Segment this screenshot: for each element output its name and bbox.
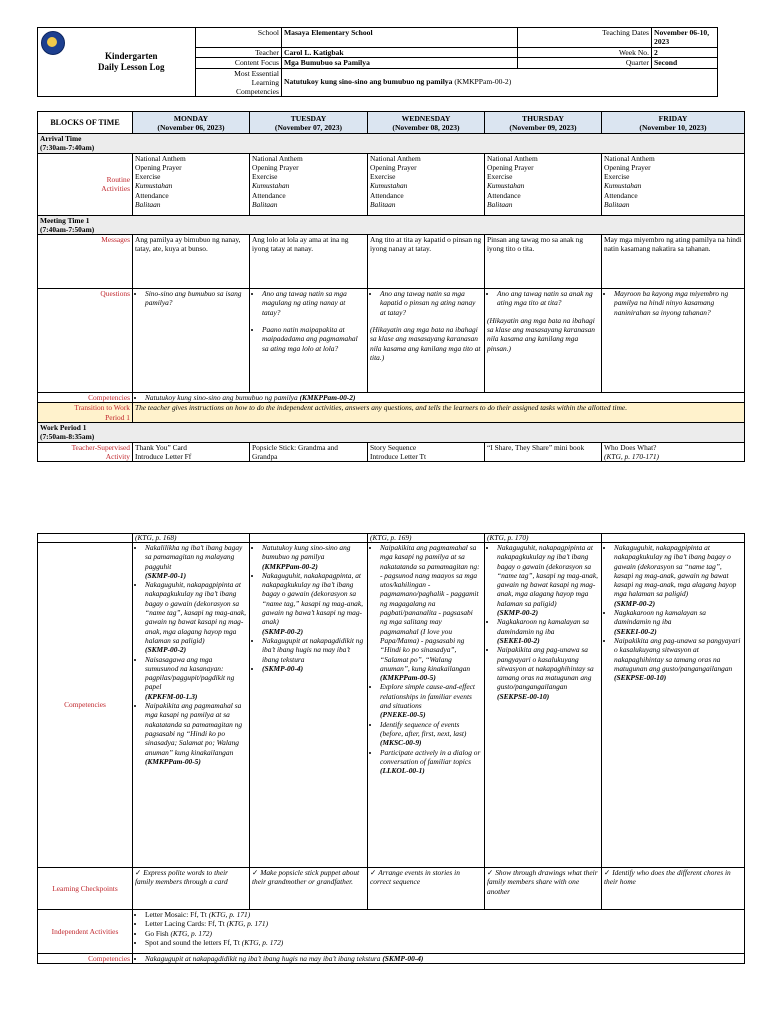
transition-text: The teacher gives instructions on how to do the independent activities, answers any questions, and tells the learners to do their assigned tasks within the allotted time. [133, 403, 745, 423]
routine-item: Attendance [604, 190, 638, 200]
ref-label-blank [38, 534, 133, 543]
arrival-time-section [38, 134, 745, 154]
question-item: • Paano natin maipapakita at maipadadama ang pagmamahal sa ating mga lolo at lola? [262, 325, 365, 353]
competency-text: Naipakikita ang pag-unawa sa pangyayari o kasalukuyang sitwasyon at nakapaghihintay sa tamang oras na matugunan ang gusto/pangangailangan [614, 635, 741, 673]
mel-label-line-3: Competencies [235, 86, 279, 96]
competency-code: (MKSC-00-9) [380, 738, 422, 748]
independent-item [145, 938, 742, 947]
day-name: FRIDAY [658, 113, 688, 123]
routine-item: Kumustahan [604, 181, 642, 191]
competency-text: Nagkakaroon ng kamalayan sa damindamin ng iba [497, 617, 589, 636]
independent-list [135, 910, 742, 947]
competency-text: Nakaguguhit, nakapagpipinta at nakapagkukulay ng iba’t ibang bagay o gawain (dekorasyon sa “name tag”, kasapi ng mag-anak, gawain ng bawat kasapi ng mag-anak, mga alagang hayop mga halaman sa paligid) [145, 580, 247, 645]
quarter-value: Second [652, 58, 718, 68]
mel-text: Natutukoy kung sino-sino ang bumubuo ng pamilya [284, 77, 453, 87]
dates-value: November 06-10, 2023 [652, 28, 718, 48]
school-value: Masaya Elementary School [282, 28, 518, 48]
routine-item: Exercise [370, 172, 396, 182]
routine-item: National Anthem [252, 153, 303, 163]
message-thursday: Pinsan ang tawag mo sa anak ng iyong tito o tita. [485, 235, 602, 289]
day-header-wednesday [368, 112, 485, 134]
routine-item: Exercise [252, 172, 278, 182]
ktg-ref-wednesday: (KTG, p. 169) [368, 534, 485, 543]
competency-code: (SEKEI-00-2) [614, 626, 657, 636]
routine-cell [250, 153, 368, 215]
question-friday [602, 289, 745, 393]
ktg-ref-monday: (KTG, p. 168) [133, 534, 250, 543]
routine-item: Opening Prayer [370, 162, 417, 172]
competency-text: Nakaguguhit, nakapagpipinta at nakapagkukulay ng iba’t ibang bagay o gawain (dekorasyon sa “name tag”, kasapi ng mag-anak, gawain ng bawat kasapi ng mag-anak, mga alagang hayop mga halaman sa paligid) [497, 543, 599, 608]
competency-item [262, 636, 365, 664]
question-item: • Ano ang tawag natin sa mga kapatid o pinsan ng ating nanay at tatay? [380, 289, 482, 317]
competency-text: Naipakikita ang pagmamahal sa mga kasapi ng pamilya at sa nakatatanda sa pamamagitan ng pagsasabi ng “Hindi ko po sinasadya; Salamat po; Walang anuman” kung kinakailangan [145, 701, 243, 757]
teacher-supervised-label [38, 442, 133, 462]
competencies-label-2: Competencies [38, 543, 133, 868]
routine-item: Attendance [487, 190, 521, 200]
routine-item: Opening Prayer [487, 162, 534, 172]
independent-text: Spot and sound the letters Ff, Tt [145, 937, 242, 947]
competency-item [497, 543, 599, 617]
independent-text: Letter Mosaic: Ff, Tt [145, 910, 209, 919]
message-friday: May mga miyembro ng ating pamilya na hindi natin kasamang nakatira sa tahanan. [602, 235, 745, 289]
blocks-of-time-header: BLOCKS OF TIME [38, 112, 133, 134]
day-header-monday [133, 112, 250, 134]
checkpoint-text: Express polite words to their family members through a card [135, 868, 229, 887]
mel-label [196, 68, 282, 96]
competency-item [380, 682, 482, 719]
week-value: 2 [652, 47, 718, 57]
transition-label-line-1: Transition to Work [74, 403, 130, 413]
messages-label: Messages [38, 235, 133, 289]
competency-item [380, 720, 482, 748]
day-date: (November 08, 2023) [392, 122, 460, 132]
routine-item: Exercise [487, 172, 513, 182]
mel-label-line-2: Learning [251, 77, 279, 87]
lesson-table-1 [37, 111, 745, 462]
routine-item: National Anthem [135, 153, 186, 163]
competency-code: (KMKPPam-00-2) [299, 393, 356, 403]
independent-ref: (KTG, p. 172) [170, 928, 212, 938]
independent-item [145, 910, 742, 919]
day-name: MONDAY [173, 113, 209, 123]
tsa-wednesday [368, 442, 485, 462]
question-tuesday [250, 289, 368, 393]
tsa-line: Story Sequence [370, 442, 417, 452]
message-monday: Ang pamilya ay bimubuo ng nanay, tatay, ate, kuya at bunso. [133, 235, 250, 289]
competency-code: (SEKPSE-00-10) [614, 673, 667, 683]
deped-seal-icon [41, 31, 65, 55]
checkpoint-friday [602, 868, 745, 910]
tsa-tuesday: Popsicle Stick: Grandma and Grandpa [250, 442, 368, 462]
checkpoint-text: Arrange events in stories in correct sequence [370, 868, 460, 887]
independent-label: Independent Activities [38, 910, 133, 954]
competency-text: Naipakikita ang pagmamahal sa mga kasapi ng pamilya at sa nakatatanda sa pamamagitan ng: - pagsunod nang maayos sa mga utos/kahilingan - pagmamano/paghalik - paggamit ng magagalang na pagbati/pananalita - pagsasabi ng mga salitang may pagmamahal (I love you Papa/Mama) - pagsasabi ng “Hindi ko po sinasadya”, “Salamat po”, “Walang anuman”, kung kinakailangan [380, 543, 480, 673]
question-item: • Mayroon ba kayong mga miyembro ng pamilya na hindi ninyo kasamang naninirahan sa inyong tahanan? [614, 289, 742, 317]
routine-item: Attendance [252, 190, 286, 200]
title-line-2: Daily Lesson Log [97, 61, 165, 72]
day-name: WEDNESDAY [401, 113, 451, 123]
competency-text: Nakaguguhit, nakakapagpinta, at nakapagkukulay ng iba’t ibang bagay o gawain (dekorasyon sa “name tag,” kasapi ng mag-anak, gawain ng bawa’t kasapi ng mag-anak) [262, 570, 364, 627]
checkpoint-wednesday [368, 868, 485, 910]
competencies-value [133, 393, 745, 403]
transition-label-line-2: Period 1 [105, 412, 130, 422]
competency-code: • (SKMP-00-4) [262, 663, 304, 673]
day-date: (November 07, 2023) [274, 122, 343, 132]
meeting-time: (7:40am-7:50am) [40, 224, 95, 234]
competency-item [262, 543, 365, 571]
title-line-1: Kindergarten [105, 51, 158, 62]
work-title: Work Period 1 [40, 423, 87, 433]
arrival-time: (7:30am-7:40am) [40, 143, 95, 153]
competencies-friday [602, 543, 745, 868]
question-note: (Hikayatin ang mga bata na ibahagi sa klase ang masasayang karanasan nila kasama ang kanilang mga pinsan.) [487, 315, 595, 353]
competency-item [145, 655, 247, 701]
competencies-thursday [485, 543, 602, 868]
question-wednesday [368, 289, 485, 393]
competency-text: Nagkakaroon ng kamalayan sa damindamin ng iba [614, 608, 706, 627]
tsa-line: Introduce Letter Ff [135, 451, 192, 461]
tsa-line: Who Does What? [604, 442, 657, 452]
routine-item: National Anthem [604, 153, 655, 163]
tsa-friday [602, 442, 745, 462]
competency-list [604, 543, 742, 682]
routine-item: Kumustahan [135, 181, 173, 191]
routine-item: Attendance [135, 190, 169, 200]
routine-item: Kumustahan [487, 181, 525, 191]
tsa-line: (KTG, p. 170-171) [604, 451, 660, 461]
competency-item [380, 543, 482, 682]
competency-code: (SKMP-00-2) [145, 645, 187, 655]
mel-code: (KMKPPam-00-2) [454, 77, 512, 87]
competency-code: (SEKPSE-00-10) [497, 691, 550, 701]
header-table [37, 27, 718, 97]
teacher-value: Carol L. Katigbak [282, 47, 518, 57]
competency-item [497, 617, 599, 645]
dates-label: Teaching Dates [518, 28, 652, 48]
routine-item: Kumustahan [252, 181, 290, 191]
independent-text: Letter Lacing Cards: Ff, Tt [145, 919, 227, 929]
tsa-line: Thank You” Card [135, 442, 187, 452]
routine-item: Kumustahan [370, 181, 408, 191]
checkpoint-text: Show through drawings what their family members share with one another [487, 868, 598, 896]
routine-item: Attendance [370, 190, 404, 200]
competencies-wednesday [368, 543, 485, 868]
competency-code: (SEKEI-00-2) [497, 635, 540, 645]
mel-value [282, 68, 718, 96]
independent-text: Go Fish [145, 928, 171, 938]
check-icon: ✓ [135, 868, 142, 877]
competency-item [145, 543, 247, 580]
competencies-last [133, 954, 745, 964]
competency-text: Participate actively in a dialog or conversation of familiar topics [380, 747, 481, 766]
routine-label-line-2: Activities [101, 184, 130, 194]
transition-label [38, 403, 133, 423]
competency-item [614, 636, 742, 682]
question-item: • Sino-sino ang bumubuo sa isang pamilya? [145, 289, 247, 308]
competency-code: (LLKOL-00-1) [380, 766, 425, 776]
competency-code: (PNEKE-00-5) [380, 710, 426, 720]
checkpoint-monday [133, 868, 250, 910]
independent-ref: (KTG, p. 171) [208, 910, 251, 919]
routine-item: Opening Prayer [252, 162, 299, 172]
competency-text: Nakagugupit at nakapagdidikit ng iba’t ibang hugis na may iba’t ibang tekstura [262, 635, 364, 664]
competency-text: Naipakikita ang pag-unawa sa pangyayari o kasalukuyang sitwasyon at nakapaghihintay sa tamang oras na matugunan ang gusto/pangangailangan [497, 645, 594, 692]
meeting-title: Meeting Time 1 [40, 215, 90, 225]
tsa-label-line-1: Teacher-Supervised [71, 442, 130, 452]
question-note: (Hikayatin ang mga bata na ibahagi sa klase ang masasayang karanasan nila kasama ang kanilang mga tito at tita.) [370, 325, 481, 362]
work-period-section [38, 423, 745, 443]
content-label: Content Focus [196, 58, 282, 68]
tsa-line: Introduce Letter Tt [370, 451, 427, 461]
competency-code: (KMKPPam-00-5) [380, 673, 436, 683]
checkpoint-thursday [485, 868, 602, 910]
questions-label: Questions [38, 289, 133, 393]
message-tuesday: Ang lolo at lola ay ama at ina ng iyong tatay at nanay. [250, 235, 368, 289]
routine-label-line-1: Routine [106, 174, 130, 184]
question-item: • Ano ang tawag natin sa anak ng ating mga tito at tita? [497, 289, 599, 308]
independent-item [145, 919, 742, 928]
competency-item [262, 571, 365, 636]
day-date: (November 10, 2023) [639, 122, 707, 132]
competency-list [370, 543, 482, 775]
competency-text: Natutukoy kung sino-sino ang bumubuo ng pamilya [262, 543, 351, 562]
routine-item: National Anthem [370, 153, 421, 163]
routine-label [38, 153, 133, 215]
competency-text: Identify sequence of events (before, after, first, next, last) [380, 719, 467, 738]
message-wednesday: Ang tito at tita ay kapatid o pinsan ng iyong nanay at tatay. [368, 235, 485, 289]
ktg-ref-tuesday [250, 534, 368, 543]
quarter-label: Quarter [518, 58, 652, 68]
question-item: • Ano ang tawag natin sa mga magulang ng ating nanay at tatay? [262, 289, 365, 317]
competency-item [145, 393, 742, 402]
competency-item [380, 748, 482, 776]
routine-item: Balitaan [370, 200, 396, 210]
routine-cell [602, 153, 745, 215]
competency-text: Nakagugupit at nakapagdidikit ng iba’t ibang hugis na may iba’t ibang tekstura [145, 954, 381, 963]
competency-item [145, 580, 247, 654]
meeting-time-section [38, 215, 745, 235]
tsa-thursday: “I Share, They Share” mini book [485, 442, 602, 462]
checkpoints-label: Learning Checkpoints [38, 868, 133, 910]
week-label: Week No. [518, 47, 652, 57]
competency-code: (KPKFM-00-1.3) [145, 691, 198, 701]
day-name: TUESDAY [290, 113, 327, 123]
competency-code: (SKMP-00-2) [614, 598, 656, 608]
question-thursday [485, 289, 602, 393]
competency-list [487, 543, 599, 701]
checkpoint-text: Identify who does the different chores in their home [604, 868, 731, 887]
ktg-ref-thursday: (KTG, p. 170) [485, 534, 602, 543]
lesson-table-2 [37, 533, 745, 964]
routine-item: Opening Prayer [135, 162, 182, 172]
day-header-friday [602, 112, 745, 134]
arrival-title: Arrival Time [40, 134, 82, 143]
competency-item [145, 954, 742, 963]
competency-text: Natutukoy kung sino-sino ang bumubuo ng pamilya [145, 393, 298, 403]
checkpoint-tuesday [250, 868, 368, 910]
competency-text: Nakalilikha ng iba’t ibang bagay sa pamamagitan ng malayang pagguhit [145, 543, 243, 571]
competency-item [145, 701, 247, 766]
independent-ref: (KTG, p. 172) [241, 937, 284, 947]
competency-text: Explore simple cause-and-effect relationships in familiar events and situations [380, 682, 475, 711]
content-value: Mga Bumubuo sa Pamilya [282, 58, 518, 68]
independent-ref: (KTG, p. 171) [226, 919, 269, 929]
check-icon: ✓ [370, 868, 377, 877]
routine-item: Balitaan [252, 200, 278, 210]
routine-item: Exercise [604, 172, 630, 182]
tsa-monday [133, 442, 250, 462]
competencies-label-3: Competencies [38, 954, 133, 964]
competency-text: Nakaguguhit, nakapagpipinta at nakapagkukulay ng iba’t ibang bagay o gawain (dekorasyon sa “name tag”, kasapi ng mag-anak, gawain ng bawat kasapi ng mag-anak, mga alagang hayop mga halaman sa paligid) [614, 543, 737, 599]
competency-item [614, 608, 742, 636]
competency-code: (SKMP-00-2) [262, 626, 304, 636]
question-monday [133, 289, 250, 393]
competency-code: (KMKPPam-00-5) [145, 756, 201, 766]
routine-item: Balitaan [487, 200, 513, 210]
check-icon: ✓ [487, 868, 494, 877]
competency-item [262, 664, 365, 673]
routine-item: Balitaan [604, 200, 630, 210]
checkpoint-text: Make popsicle stick puppet about their grandmother or grandfather. [252, 868, 360, 887]
title-cell [68, 28, 196, 97]
routine-item: Opening Prayer [604, 162, 651, 172]
routine-item: National Anthem [487, 153, 538, 163]
independent-activities [133, 910, 745, 954]
routine-item: Balitaan [135, 200, 161, 210]
routine-cell [485, 153, 602, 215]
routine-item: Exercise [135, 172, 161, 182]
logo-cell [38, 28, 68, 97]
day-name: THURSDAY [522, 113, 564, 123]
competencies-label: Competencies [38, 393, 133, 403]
competency-code: (SKMP-00-2) [497, 608, 539, 618]
competencies-tuesday [250, 543, 368, 868]
day-header-thursday [485, 112, 602, 134]
day-header-tuesday [250, 112, 368, 134]
independent-item [145, 929, 742, 938]
teacher-label: Teacher [196, 47, 282, 57]
competency-code: (SKMP-00-4) [382, 954, 424, 963]
competency-item [614, 543, 742, 608]
day-date: (November 09, 2023) [509, 122, 577, 132]
competency-text: Naisasagawa ang mga sumusunod na kasanayan: pagpilas/paggupit/pagdikit ng papel [145, 654, 235, 692]
check-icon: ✓ [252, 868, 259, 877]
tsa-label-line-2: Activity [105, 451, 130, 461]
competency-list [252, 543, 365, 673]
day-date: (November 06, 2023) [157, 122, 225, 132]
competency-item [497, 645, 599, 701]
competency-code: (SKMP-00-1) [145, 570, 187, 580]
competency-list [135, 543, 247, 766]
routine-cell [133, 153, 250, 215]
school-label: School [196, 28, 282, 48]
ktg-ref-friday [602, 534, 745, 543]
mel-label-line-1: Most Essential [234, 68, 279, 78]
work-time: (7:50am-8:35am) [40, 432, 95, 442]
competencies-monday [133, 543, 250, 868]
check-icon: ✓ [604, 868, 611, 877]
competency-code: (KMKPPam-00-2) [262, 561, 318, 571]
routine-cell [368, 153, 485, 215]
